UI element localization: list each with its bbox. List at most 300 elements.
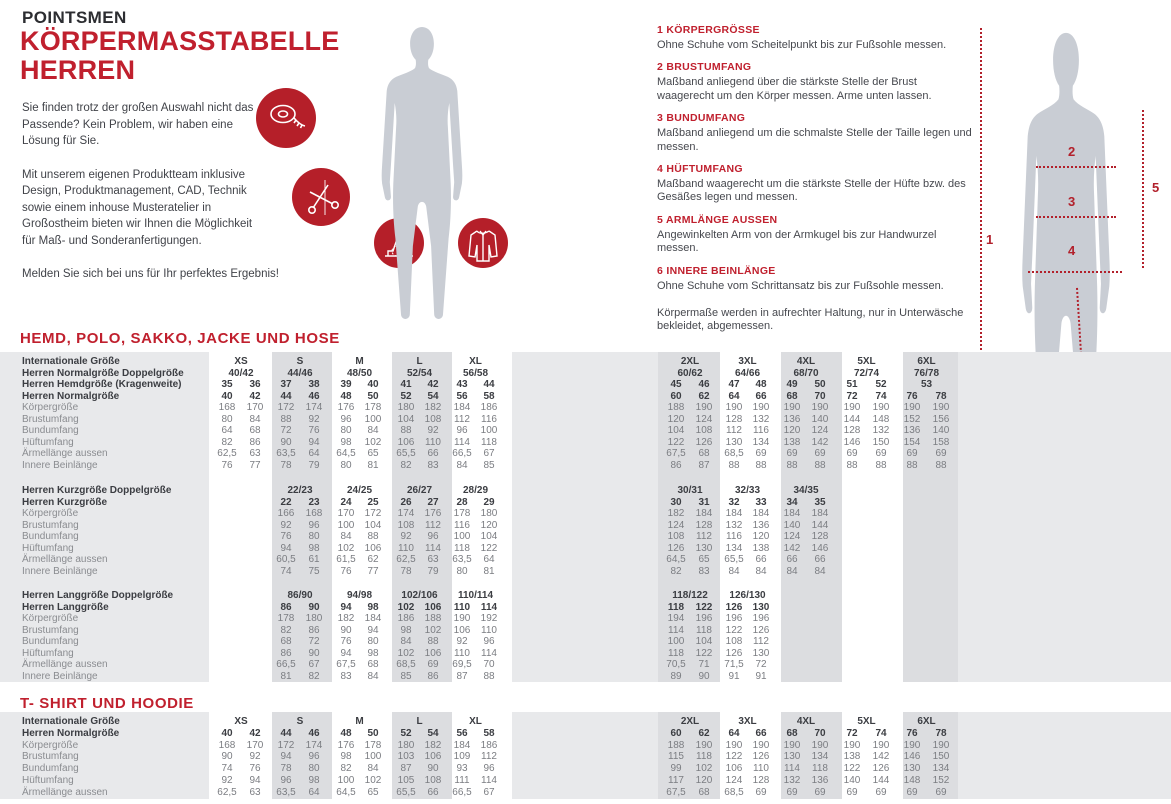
size-cell: 33 <box>755 496 767 508</box>
size-cell: 67,5 <box>336 659 356 670</box>
size-cell: 126 <box>667 542 685 554</box>
size-cell: 188 <box>424 613 442 624</box>
size-cell: 69 <box>786 448 798 459</box>
row-label: Ärmellänge aussen <box>22 659 108 670</box>
size-cell: 94 <box>340 601 352 613</box>
size-cell: 48/50 <box>346 367 373 379</box>
size-cell: 150 <box>932 751 950 763</box>
size-cell: 69 <box>906 786 918 798</box>
size-cell: 130 <box>783 751 801 763</box>
size-cell: 80 <box>367 636 379 647</box>
size-cell: 68,5 <box>396 659 416 670</box>
size-cell: 86/90 <box>287 590 313 601</box>
size-cell: 124 <box>667 519 685 531</box>
table-row <box>0 414 1171 426</box>
guide-text: Ohne Schuhe vom Schrittansatz bis zur Fußsohle messen. <box>657 279 944 292</box>
size-cell: 62,5 <box>217 786 237 798</box>
size-cell: 105 <box>397 775 415 786</box>
size-cell: 142 <box>872 751 890 763</box>
row-label: Ärmellänge aussen <box>22 554 108 565</box>
size-cell: 32 <box>728 496 740 508</box>
guide-number: 5 <box>657 213 664 226</box>
size-cell: 124 <box>725 775 743 786</box>
size-cell: 126 <box>725 647 743 659</box>
size-cell: 108 <box>695 425 713 436</box>
guide-item <box>657 112 973 154</box>
guide-item <box>657 214 973 256</box>
size-cell: 64 <box>728 390 740 402</box>
scissors-icon <box>292 168 350 226</box>
size-cell: 86 <box>308 624 320 636</box>
guide-text: Ohne Schuhe vom Scheitelpunkt bis zur Fußsohle messen. <box>657 39 947 51</box>
size-cell: 174 <box>397 508 415 519</box>
size-cell: 114 <box>480 601 498 613</box>
size-cell: 28/29 <box>462 485 489 496</box>
size-cell: 24 <box>340 496 352 508</box>
size-cell: 74 <box>875 727 887 739</box>
size-cell: 76 <box>906 390 918 402</box>
size-cell: 140 <box>783 519 801 531</box>
size-cell: 66 <box>427 448 439 459</box>
size-cell: 106 <box>424 647 442 659</box>
size-cell: 65,5 <box>396 448 416 459</box>
size-cell: 96 <box>456 425 468 436</box>
row-label: Herren Kurzgröße Doppelgröße <box>22 485 172 496</box>
table-row <box>0 485 1171 497</box>
size-cell: 88 <box>846 459 858 471</box>
size-cell: 76 <box>340 636 352 647</box>
size-cell: 44 <box>280 390 292 402</box>
size-cell: 122 <box>725 751 743 763</box>
size-cell: 78 <box>400 565 412 577</box>
size-cell: 152 <box>932 775 950 786</box>
size-cell: 182 <box>337 613 355 624</box>
size-cell: 170 <box>246 739 264 751</box>
size-cell: 5XL <box>857 356 876 367</box>
size-cell: 99 <box>670 763 682 775</box>
size-cell: 190 <box>872 739 890 751</box>
size-cell: 69,5 <box>452 659 472 670</box>
size-cell: 128 <box>811 531 829 542</box>
size-cell: 190 <box>783 739 801 751</box>
size-table-tshirt <box>0 712 1171 799</box>
size-cell: 63 <box>427 554 439 565</box>
size-cell: 75 <box>308 565 320 577</box>
size-cell: 112 <box>454 413 470 425</box>
size-cell: 52 <box>400 727 412 739</box>
size-cell: 40 <box>221 390 233 402</box>
size-cell: 69 <box>935 786 947 798</box>
size-cell: 90 <box>280 436 292 448</box>
size-cell: 186 <box>397 613 415 624</box>
size-cell: 82 <box>400 459 412 471</box>
table-row <box>0 775 1171 787</box>
size-cell: 66 <box>755 727 767 739</box>
size-cell: 62 <box>698 727 710 739</box>
size-cell: 71 <box>698 659 710 670</box>
size-cell: 108 <box>424 413 442 425</box>
table-row <box>0 379 1171 391</box>
table-row <box>0 437 1171 449</box>
size-cell: 186 <box>480 739 498 751</box>
measure-line-chest <box>1036 166 1116 168</box>
size-cell: 128 <box>725 413 743 425</box>
size-cell: 84 <box>249 413 261 425</box>
size-cell: 115 <box>668 751 684 763</box>
size-cell: 136 <box>783 413 801 425</box>
size-cell: 136 <box>752 519 770 531</box>
size-cell: 44 <box>483 379 495 390</box>
size-cell: 56/58 <box>462 367 489 379</box>
size-cell: 70 <box>814 727 826 739</box>
guide-title: BRUSTUMFANG <box>666 61 752 74</box>
size-cell: 124 <box>811 425 829 436</box>
size-cell: 74 <box>221 763 233 775</box>
size-cell: 65 <box>367 448 379 459</box>
size-cell: 93 <box>456 763 468 775</box>
size-cell: 80 <box>308 531 320 542</box>
size-cell: 70,5 <box>666 659 686 670</box>
row-label: Körpergröße <box>22 402 79 413</box>
size-cell: 190 <box>843 739 861 751</box>
size-cell: 190 <box>752 739 770 751</box>
size-cell: 86 <box>280 647 292 659</box>
size-cell: 130 <box>695 542 713 554</box>
size-cell: 69 <box>755 448 767 459</box>
size-cell: 184 <box>453 739 471 751</box>
size-cell: 72 <box>846 390 858 402</box>
size-cell: 22/23 <box>287 485 313 496</box>
size-cell: 122 <box>843 763 861 775</box>
size-cell: 47 <box>728 379 740 390</box>
size-cell: 196 <box>725 613 743 624</box>
size-cell: 89 <box>670 670 682 682</box>
size-cell: 103 <box>397 751 415 763</box>
size-cell: 114 <box>784 763 800 775</box>
size-cell: 98 <box>400 624 412 636</box>
size-cell: 110/114 <box>457 590 494 601</box>
size-cell: 140 <box>843 775 861 786</box>
size-cell: 2XL <box>680 356 700 367</box>
size-cell: 72 <box>755 659 767 670</box>
size-cell: 124 <box>695 413 713 425</box>
size-cell: 27 <box>427 496 439 508</box>
size-cell: 80 <box>340 425 352 436</box>
size-cell: 94 <box>280 751 292 763</box>
row-label: Herren Normalgröße <box>22 390 120 402</box>
size-cell: 98 <box>308 542 320 554</box>
size-cell: 84 <box>367 763 379 775</box>
size-cell: 88 <box>280 413 292 425</box>
size-cell: 94 <box>249 775 261 786</box>
size-cell: 72/74 <box>853 367 880 379</box>
size-cell: 138 <box>752 542 770 554</box>
guide-number: 4 <box>657 163 664 176</box>
size-cell: 118/122 <box>672 590 708 601</box>
size-cell: 63 <box>249 448 261 459</box>
size-cell: 132 <box>783 775 801 786</box>
size-cell: 106 <box>424 601 442 613</box>
size-cell: 50 <box>367 727 379 739</box>
size-cell: 112 <box>425 519 441 531</box>
row-label: Innere Beinlänge <box>22 670 98 682</box>
size-cell: 92 <box>280 519 292 531</box>
size-cell: 88 <box>755 459 767 471</box>
size-cell: 117 <box>668 775 684 786</box>
size-cell: 84 <box>340 531 352 542</box>
size-cell: 168 <box>305 508 323 519</box>
size-cell: 86 <box>280 601 292 613</box>
size-cell: 146 <box>843 436 861 448</box>
size-cell: 172 <box>277 739 295 751</box>
size-cell: 66 <box>427 786 439 798</box>
size-cell: 190 <box>811 739 829 751</box>
size-cell: 180 <box>480 508 498 519</box>
guide-number: 3 <box>657 112 664 125</box>
size-cell: 76 <box>906 727 918 739</box>
size-cell: 118 <box>481 436 497 448</box>
row-label: Innere Beinlänge <box>22 459 98 471</box>
size-cell: 64 <box>483 554 495 565</box>
size-cell: 114 <box>425 542 441 554</box>
size-cell: 50 <box>367 390 379 402</box>
row-label: Bundumfang <box>22 636 79 647</box>
size-cell: 92 <box>249 751 261 763</box>
table-row <box>0 659 1171 671</box>
size-cell: 134 <box>725 542 743 554</box>
size-cell: 142 <box>811 436 829 448</box>
size-cell: 104 <box>480 531 498 542</box>
size-cell: 122 <box>725 624 743 636</box>
size-cell: 29 <box>483 496 495 508</box>
size-cell: 85 <box>483 459 495 471</box>
size-cell: 67 <box>308 659 320 670</box>
size-cell: 69 <box>427 659 439 670</box>
table-row <box>0 740 1171 752</box>
size-cell: 36 <box>249 379 261 390</box>
size-cell: 184 <box>695 508 713 519</box>
size-cell: M <box>355 356 364 367</box>
size-cell: 120 <box>695 775 713 786</box>
size-cell: 106 <box>364 542 382 554</box>
size-cell: 96 <box>427 531 439 542</box>
size-cell: 134 <box>752 436 770 448</box>
size-cell: 68 <box>280 636 292 647</box>
size-cell: 184 <box>752 508 770 519</box>
size-cell: 76 <box>308 425 320 436</box>
table-row <box>0 520 1171 532</box>
size-cell: 116 <box>753 425 769 436</box>
size-cell: 34 <box>786 496 798 508</box>
size-cell: 48 <box>340 727 352 739</box>
row-label: Ärmellänge aussen <box>22 786 108 798</box>
size-cell: 66 <box>755 554 767 565</box>
size-cell: 122 <box>667 436 685 448</box>
size-cell: 30 <box>670 496 682 508</box>
size-cell: 4XL <box>796 356 816 367</box>
size-cell: 63,5 <box>276 786 296 798</box>
size-cell: XL <box>469 716 482 727</box>
table-row <box>0 566 1171 578</box>
size-cell: 32/33 <box>734 485 761 496</box>
size-cell: 84 <box>400 636 412 647</box>
size-cell: 120 <box>667 413 685 425</box>
size-cell: 70 <box>483 659 495 670</box>
row-label: Herren Hemdgröße (Kragenweite) <box>22 379 182 390</box>
size-cell: 154 <box>903 436 921 448</box>
size-cell: 114 <box>481 775 497 786</box>
size-cell: 94 <box>280 542 292 554</box>
size-cell: 69 <box>846 786 858 798</box>
size-cell: 81 <box>280 670 292 682</box>
size-cell: 35 <box>221 379 233 390</box>
size-cell: 190 <box>752 402 770 413</box>
size-cell: 43 <box>456 379 468 390</box>
size-cell: 65,5 <box>724 554 744 565</box>
size-cell: 2XL <box>680 716 700 727</box>
row-label: Internationale Größe <box>22 356 120 367</box>
size-cell: 190 <box>783 402 801 413</box>
size-cell: 30/31 <box>677 485 703 496</box>
intro-paragraph: Mit unserem eigenen Produktteam inklusive Design, Produktmanagement, CAD, Technik sowie einem inhouse Musteratelier in Großostheim bieten wir Ihnen die Möglichkeit für Maß- und Sonderanfertigungen. <box>22 168 253 247</box>
size-cell: 90 <box>308 601 320 613</box>
table-row <box>0 602 1171 614</box>
size-cell: 82 <box>670 565 682 577</box>
size-cell: 110 <box>454 647 470 659</box>
size-cell: 170 <box>246 402 264 413</box>
size-cell: 58 <box>483 390 495 402</box>
size-cell: 42 <box>249 390 261 402</box>
size-cell: 65,5 <box>396 786 416 798</box>
size-cell: 184 <box>783 508 801 519</box>
size-cell: 190 <box>932 739 950 751</box>
row-label: Hüftumfang <box>22 647 74 659</box>
size-cell: 23 <box>308 496 320 508</box>
size-cell: 5XL <box>857 716 876 727</box>
guide-text: Angewinkelten Arm von der Armkugel bis zur Handwurzel messen. <box>657 228 937 255</box>
size-cell: 98 <box>308 775 320 786</box>
size-cell: 84 <box>755 565 767 577</box>
guide-title: ARMLÄNGE AUSSEN <box>665 213 778 226</box>
size-cell: 62 <box>698 390 710 402</box>
row-label: Brustumfang <box>22 624 79 636</box>
size-cell: 26/27 <box>406 485 433 496</box>
size-cell: 81 <box>367 459 379 471</box>
measure-number-1: 1 <box>986 232 994 247</box>
row-label: Körpergröße <box>22 508 79 519</box>
row-label: Herren Kurzgröße <box>22 496 108 508</box>
size-cell: 104 <box>667 425 685 436</box>
guide-number: 6 <box>657 264 664 277</box>
size-cell: 61 <box>308 554 320 565</box>
size-cell: 3XL <box>738 716 757 727</box>
size-cell: 87 <box>698 459 710 471</box>
size-cell: 96 <box>483 636 495 647</box>
size-cell: 91 <box>728 670 740 682</box>
table-row <box>0 625 1171 637</box>
size-cell: 106 <box>397 436 415 448</box>
size-cell: 69 <box>786 786 798 798</box>
size-cell: 22 <box>280 496 292 508</box>
table-row <box>0 648 1171 660</box>
size-cell: 166 <box>277 508 295 519</box>
row-label: Körpergröße <box>22 739 79 751</box>
guide-item <box>657 24 973 52</box>
table-row <box>0 460 1171 472</box>
size-cell: 69 <box>814 448 826 459</box>
size-cell: 104 <box>695 636 713 647</box>
size-cell: 110 <box>753 763 769 775</box>
row-label: Herren Normalgröße <box>22 727 120 739</box>
size-cell: 50 <box>814 379 826 390</box>
size-cell: 31 <box>698 496 710 508</box>
table-row <box>0 636 1171 648</box>
size-cell: 134 <box>811 751 829 763</box>
size-cell: 65 <box>367 786 379 798</box>
size-cell: 82 <box>280 624 292 636</box>
size-cell: 92 <box>427 425 439 436</box>
guide-item <box>657 163 973 205</box>
size-cell: 67,5 <box>666 448 686 459</box>
size-cell: 64,5 <box>666 554 686 565</box>
size-cell: 176 <box>337 739 355 751</box>
size-cell: 104 <box>364 519 382 531</box>
size-cell: 190 <box>843 402 861 413</box>
size-cell: 116 <box>726 531 742 542</box>
guide-item <box>657 61 973 103</box>
size-cell: 156 <box>932 413 950 425</box>
size-cell: 86 <box>427 670 439 682</box>
size-cell: 122 <box>695 601 713 613</box>
size-cell: 140 <box>811 413 829 425</box>
size-cell: L <box>416 716 423 727</box>
size-cell: 34/35 <box>793 485 819 496</box>
size-cell: 136 <box>903 425 921 436</box>
size-cell: 126 <box>695 436 713 448</box>
size-cell: 88 <box>875 459 887 471</box>
size-cell: 49 <box>786 379 798 390</box>
size-cell: 24/25 <box>346 485 373 496</box>
size-cell: 110 <box>453 601 471 613</box>
size-cell: 96 <box>483 763 495 775</box>
size-cell: 88 <box>786 459 798 471</box>
guide-text: Maßband anliegend um die schmalste Stelle der Taille legen und messen. <box>657 127 972 153</box>
size-cell: 74 <box>875 390 887 402</box>
size-cell: 90 <box>340 624 352 636</box>
size-cell: 78 <box>280 459 292 471</box>
size-cell: 48 <box>340 390 352 402</box>
size-cell: 90 <box>308 647 320 659</box>
size-cell: 76 <box>340 565 352 577</box>
size-cell: 112 <box>481 751 497 763</box>
size-cell: 35 <box>814 496 826 508</box>
table-row <box>0 448 1171 460</box>
size-cell: 66 <box>755 390 767 402</box>
size-cell: 82 <box>308 670 320 682</box>
size-cell: 100 <box>667 636 685 647</box>
size-cell: 83 <box>427 459 439 471</box>
size-cell: 100 <box>337 519 355 531</box>
size-cell: 81 <box>483 565 495 577</box>
size-cell: 39 <box>340 379 352 390</box>
size-cell: 52/54 <box>406 367 433 379</box>
size-cell: 56 <box>456 727 468 739</box>
size-cell: 67 <box>483 448 495 459</box>
size-cell: 62,5 <box>217 448 237 459</box>
size-cell: 112 <box>726 425 742 436</box>
size-cell: 76 <box>221 459 233 471</box>
intro-paragraph: Melden Sie sich bei uns für Ihr perfektes Ergebnis! <box>22 268 279 280</box>
